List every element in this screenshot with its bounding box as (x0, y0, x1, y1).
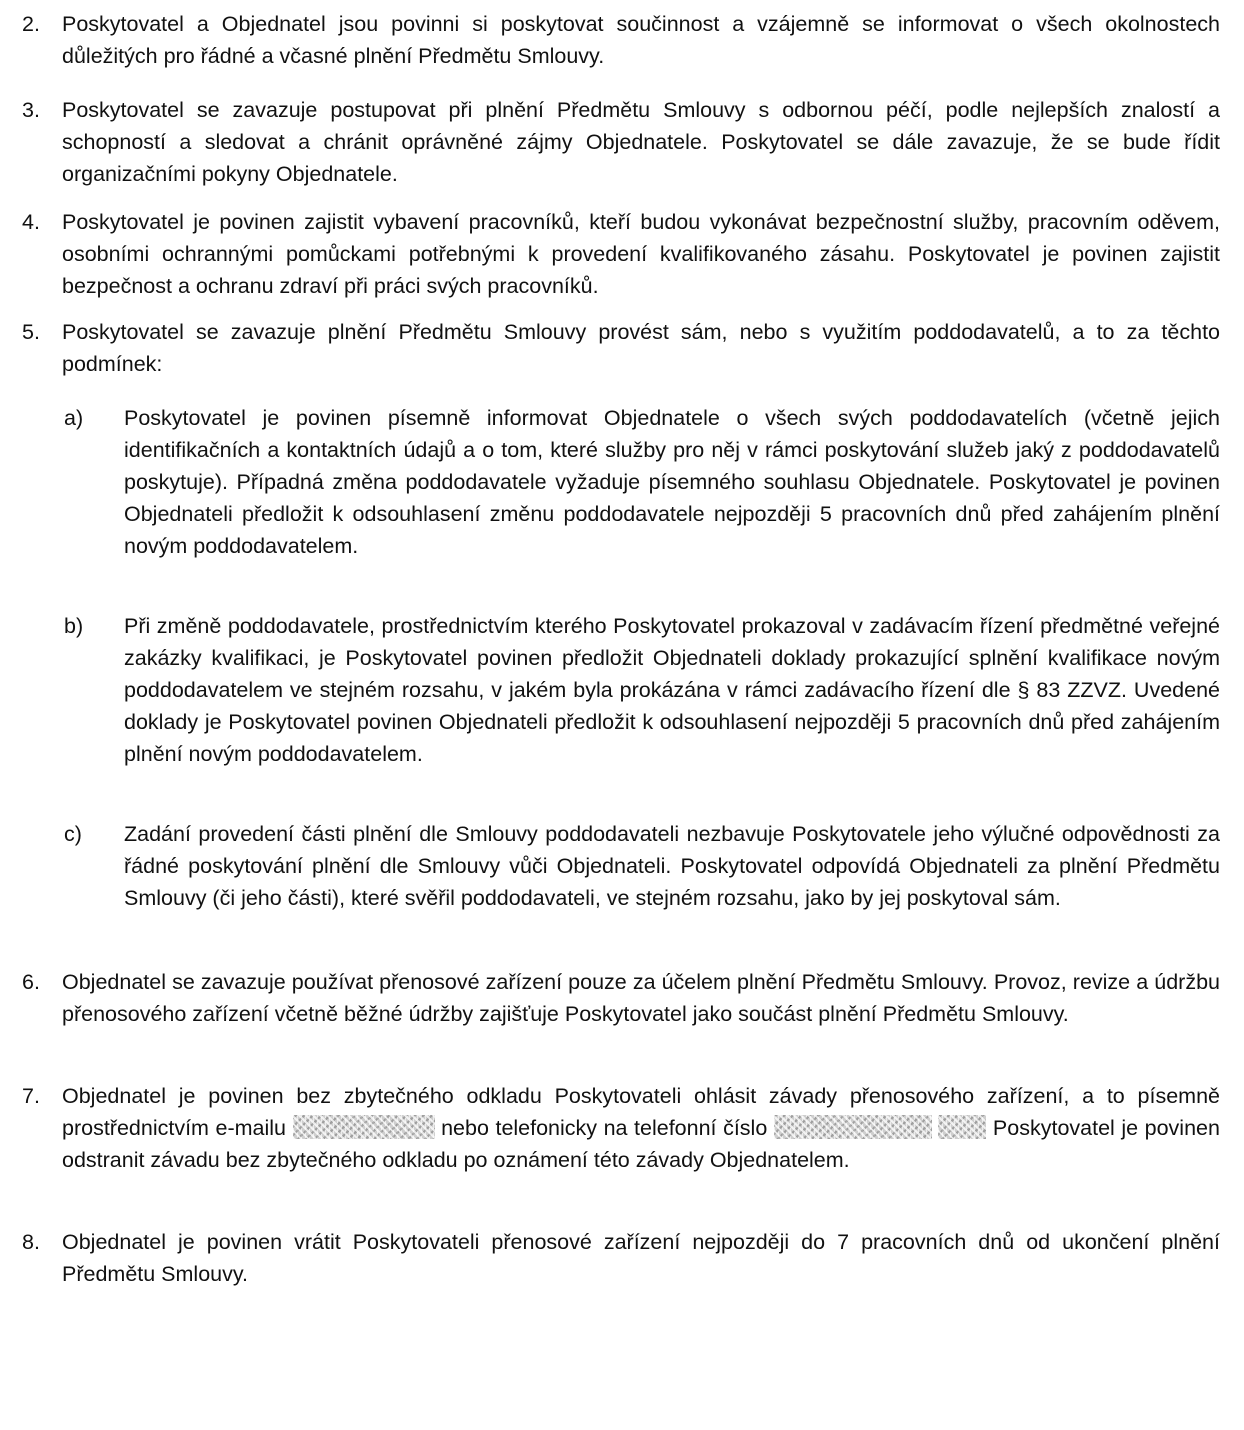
clause-number: 2. (22, 12, 40, 36)
clause-text: Poskytovatel se zavazuje postupovat při plnění Předmětu Smlouvy s odbornou péčí, podle nejlepších znalostí a schopností a sledovat a chránit oprávněné zájmy Objednatele. Poskytovatel se dále zavazuje, že se bude řídit organizačními pokyny Objednatele. (62, 98, 1220, 186)
subclause-letter: c) (64, 822, 82, 846)
clause-number: 8. (22, 1230, 40, 1254)
subclause-letter: b) (64, 614, 84, 638)
subclause-text: Při změně poddodavatele, prostřednictvím kterého Poskytovatel prokazoval v zadávacím řízení předmětné veřejné zakázky kvalifikaci, je Poskytovatel povinen předložit Objednateli doklady prokazující splnění kvalifikace novým poddodavatelem ve stejném rozsahu, v jakém byla prokázána v rámci zadávacího řízení dle § 83 ZZVZ. Uvedené doklady je Poskytovatel povinen Objednateli předložit k odsouhlasení nejpozději 5 pracovních dnů před zahájením plnění novým poddodavatelem. (124, 614, 1220, 766)
clause-number: 3. (22, 98, 40, 122)
clause-text: Objednatel se zavazuje používat přenosové zařízení pouze za účelem plnění Předmětu Smlouvy. Provoz, revize a údržbu přenosového zařízení včetně běžné údržby zajišťuje Poskytovatel jako součást plnění Předmětu Smlouvy. (62, 970, 1220, 1026)
clause-number: 4. (22, 210, 40, 234)
clause-text-part: Objednatel je povinen bez zbytečného odkladu Poskytovateli ohlásit závady přenosového zařízení, a to písemně prostřednictvím e-mailu (62, 1084, 1220, 1140)
clause-text: Objednatel je povinen vrátit Poskytovateli přenosové zařízení nejpozději do 7 pracovních dnů od ukončení plnění Předmětu Smlouvy. (62, 1230, 1220, 1286)
clause-number: 6. (22, 970, 40, 994)
subclause-text: Poskytovatel je povinen písemně informovat Objednatele o všech svých poddodavatelích (včetně jejich identifikačních a kontaktních údajů a o tom, které služby pro něj v rámci poskytování služeb jaký z poddodavatelů poskytuje). Případná změna poddodavatele vyžaduje písemného souhlasu Objednatele. Poskytovatel je povinen Objednateli předložit k odsouhlasení změnu poddodavatele nejpozději 5 pracovních dnů před zahájením plnění novým poddodavatelem. (124, 406, 1220, 558)
redacted-email (293, 1115, 435, 1139)
clause-text (62, 1080, 1220, 1176)
clause-text-part: nebo telefonicky na telefonní číslo (441, 1116, 768, 1140)
clause-text-part: Poskytovatel je povinen odstranit závadu bez zbytečného odkladu po oznámení této závady Objednatelem. (62, 1116, 1220, 1172)
redacted-phone-number (774, 1115, 932, 1139)
redacted-phone-number-continued (938, 1115, 986, 1139)
subclause-letter: a) (64, 406, 84, 430)
clause-text: Poskytovatel se zavazuje plnění Předmětu Smlouvy provést sám, nebo s využitím poddodavatelů, a to za těchto podmínek: (62, 320, 1220, 376)
subclause-text: Zadání provedení části plnění dle Smlouvy poddodavateli nezbavuje Poskytovatele jeho výlučné odpovědnosti za řádné poskytování plnění dle Smlouvy vůči Objednateli. Poskytovatel odpovídá Objednateli za plnění Předmětu Smlouvy (či jeho části), které svěřil poddodavateli, ve stejném rozsahu, jako by jej poskytoval sám. (124, 822, 1220, 910)
clause-text: Poskytovatel je povinen zajistit vybavení pracovníků, kteří budou vykonávat bezpečnostní služby, pracovním oděvem, osobními ochrannými pomůckami potřebnými k provedení kvalifikovaného zásahu. Poskytovatel je povinen zajistit bezpečnost a ochranu zdraví při práci svých pracovníků. (62, 210, 1220, 298)
clause-number: 5. (22, 320, 40, 344)
clause-number: 7. (22, 1084, 40, 1108)
clause-text: Poskytovatel a Objednatel jsou povinni si poskytovat součinnost a vzájemně se informovat o všech okolnostech důležitých pro řádné a včasné plnění Předmětu Smlouvy. (62, 12, 1220, 68)
